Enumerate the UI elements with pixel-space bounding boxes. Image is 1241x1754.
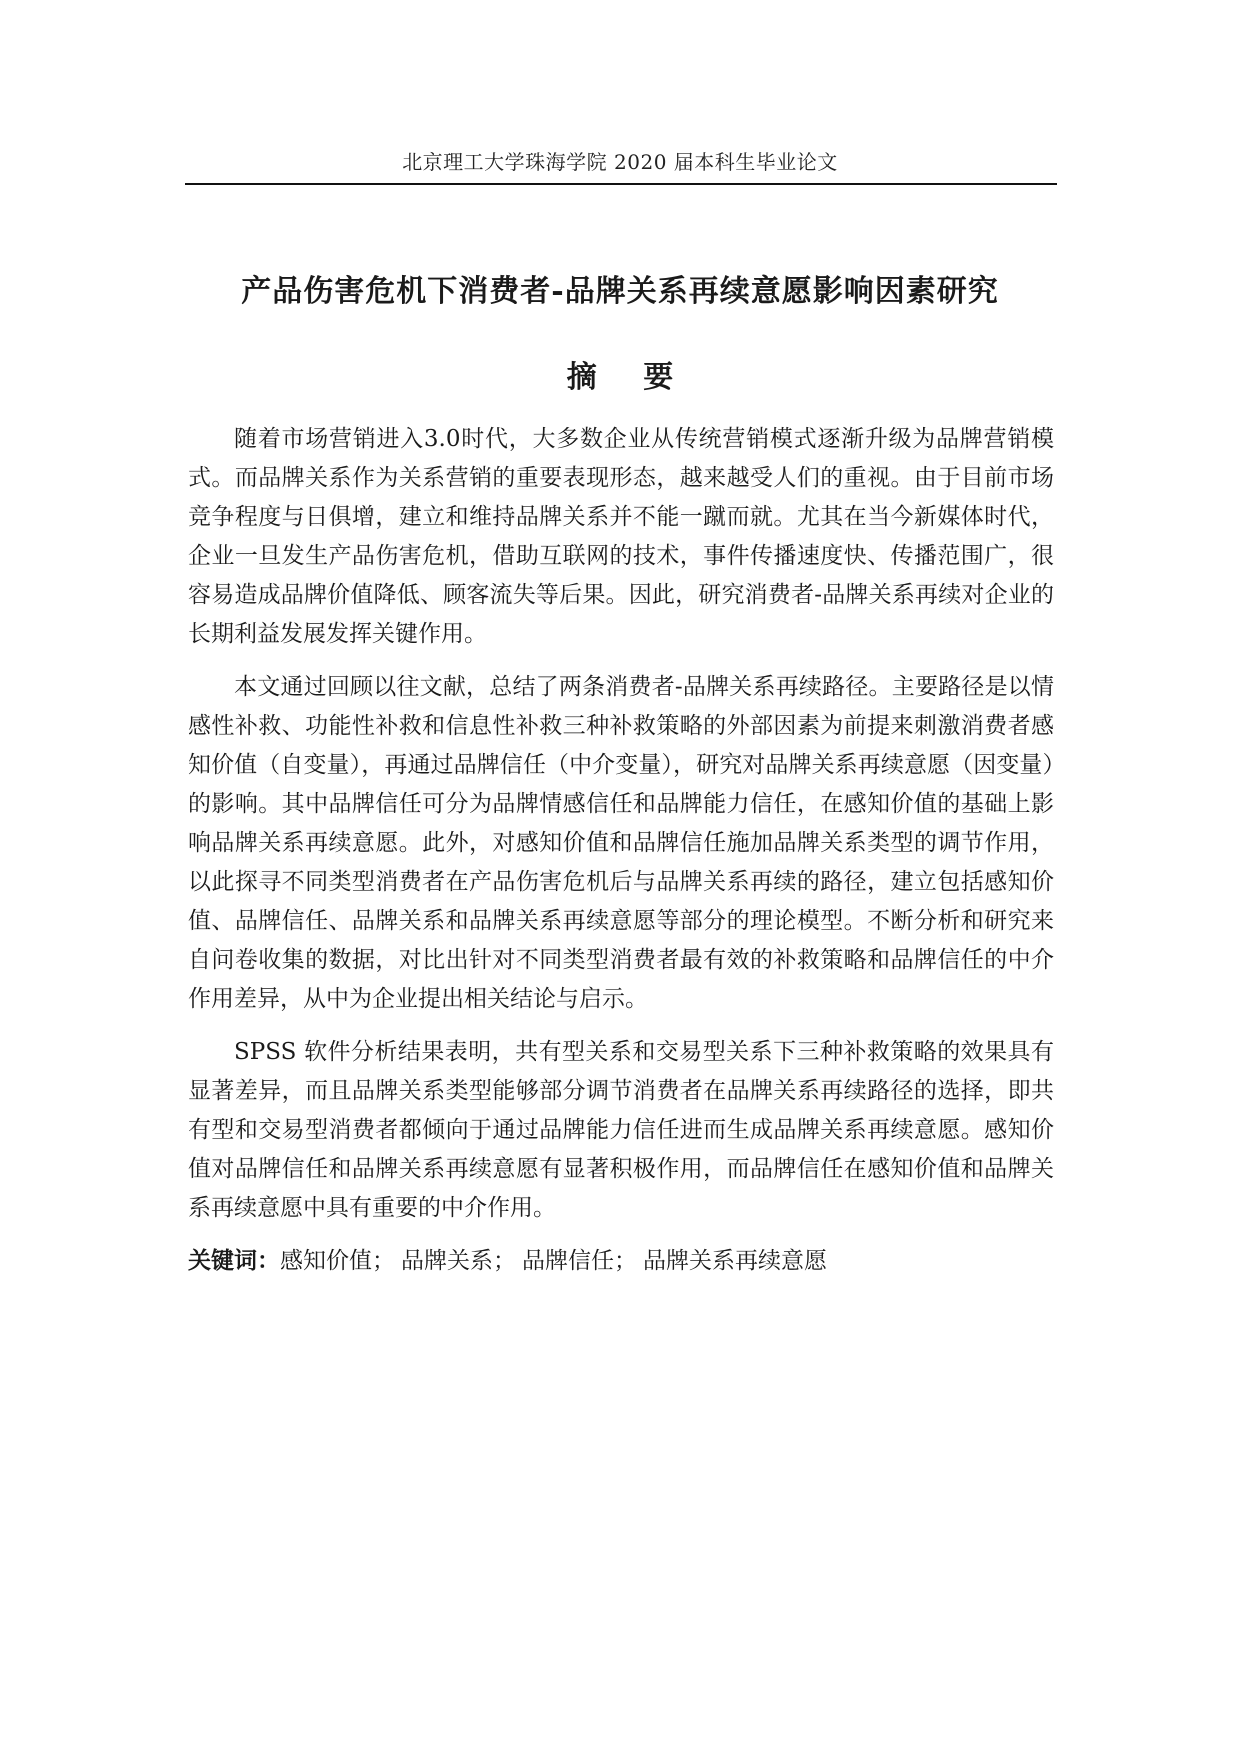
header-rule	[185, 183, 1057, 185]
keyword: 品牌关系；	[401, 1248, 516, 1274]
abstract-heading: 摘 要	[566, 360, 692, 395]
keywords-label: 关键词：	[188, 1248, 280, 1274]
keyword: 品牌信任；	[522, 1248, 637, 1274]
keyword: 品牌关系再续意愿	[643, 1248, 827, 1274]
abstract-paragraph-3: SPSS 软件分析结果表明，共有型关系和交易型关系下三种补救策略的效果具有显著差异，而且品牌关系类型能够部分调节消费者在品牌关系再续路径的选择，即共有型和交易型消费者都倾向于通过品牌能力信任进而生成品牌关系再续意愿。感知价值对品牌信任和品牌关系再续意愿有显著积极作用，而品牌信任在感知价值和品牌关系再续意愿中具有重要的中介作用。	[188, 1039, 1054, 1221]
keyword: 感知价值；	[280, 1248, 395, 1274]
thesis-title: 产品伤害危机下消费者-品牌关系再续意愿影响因素研究	[241, 274, 999, 309]
running-header: 北京理工大学珠海学院 2020 届本科生毕业论文	[402, 150, 838, 174]
keywords-line	[188, 1242, 1054, 1281]
abstract-body	[188, 420, 1054, 1281]
abstract-paragraph-2: 本文通过回顾以往文献，总结了两条消费者-品牌关系再续路径。主要路径是以情感性补救、功能性补救和信息性补救三种补救策略的外部因素为前提来刺激消费者感知价值（自变量），再通过品牌信任（中介变量），研究对品牌关系再续意愿（因变量）的影响。其中品牌信任可分为品牌情感信任和品牌能力信任，在感知价值的基础上影响品牌关系再续意愿。此外，对感知价值和品牌信任施加品牌关系类型的调节作用，以此探寻不同类型消费者在产品伤害危机后与品牌关系再续的路径，建立包括感知价值、品牌信任、品牌关系和品牌关系再续意愿等部分的理论模型。不断分析和研究来自问卷收集的数据，对比出针对不同类型消费者最有效的补救策略和品牌信任的中介作用差异，从中为企业提出相关结论与启示。	[188, 674, 1054, 1012]
abstract-paragraph-1: 随着市场营销进入3.0时代，大多数企业从传统营销模式逐渐升级为品牌营销模式。而品牌关系作为关系营销的重要表现形态，越来越受人们的重视。由于目前市场竞争程度与日俱增，建立和维持品牌关系并不能一蹴而就。尤其在当今新媒体时代，企业一旦发生产品伤害危机，借助互联网的技术，事件传播速度快、传播范围广，很容易造成品牌价值降低、顾客流失等后果。因此，研究消费者-品牌关系再续对企业的长期利益发展发挥关键作用。	[188, 426, 1054, 647]
